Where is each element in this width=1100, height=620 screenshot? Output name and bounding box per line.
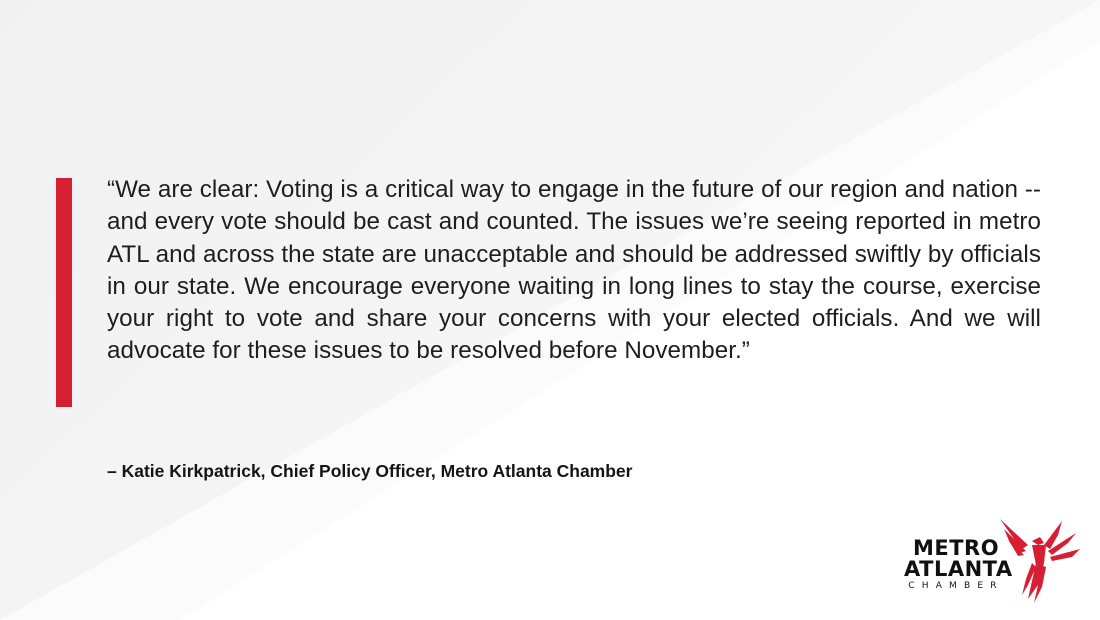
accent-bar <box>56 178 72 407</box>
metro-atlanta-chamber-logo <box>904 515 1080 605</box>
attribution-text: – Katie Kirkpatrick, Chief Policy Officer, Metro Atlanta Chamber <box>107 461 633 481</box>
logo-line-atlanta: ATLANTA <box>904 557 1013 581</box>
logo-line-chamber: CHAMBER <box>908 581 1004 591</box>
logo-line-metro: METRO <box>912 536 1000 560</box>
phoenix-icon <box>992 515 1082 605</box>
quote-text: “We are clear: Voting is a critical way to engage in the future of our region and nation -- and every vote should be cast and counted. The issues we’re seeing reported in metro ATL and across the state are unacceptable and should be addressed swiftly by officials in our state. We encourage everyone waiting in long lines to stay the course, exercise your right to vote and share your concerns with your elected officials. And we will advocate for these issues to be resolved before November.” <box>107 176 1041 365</box>
